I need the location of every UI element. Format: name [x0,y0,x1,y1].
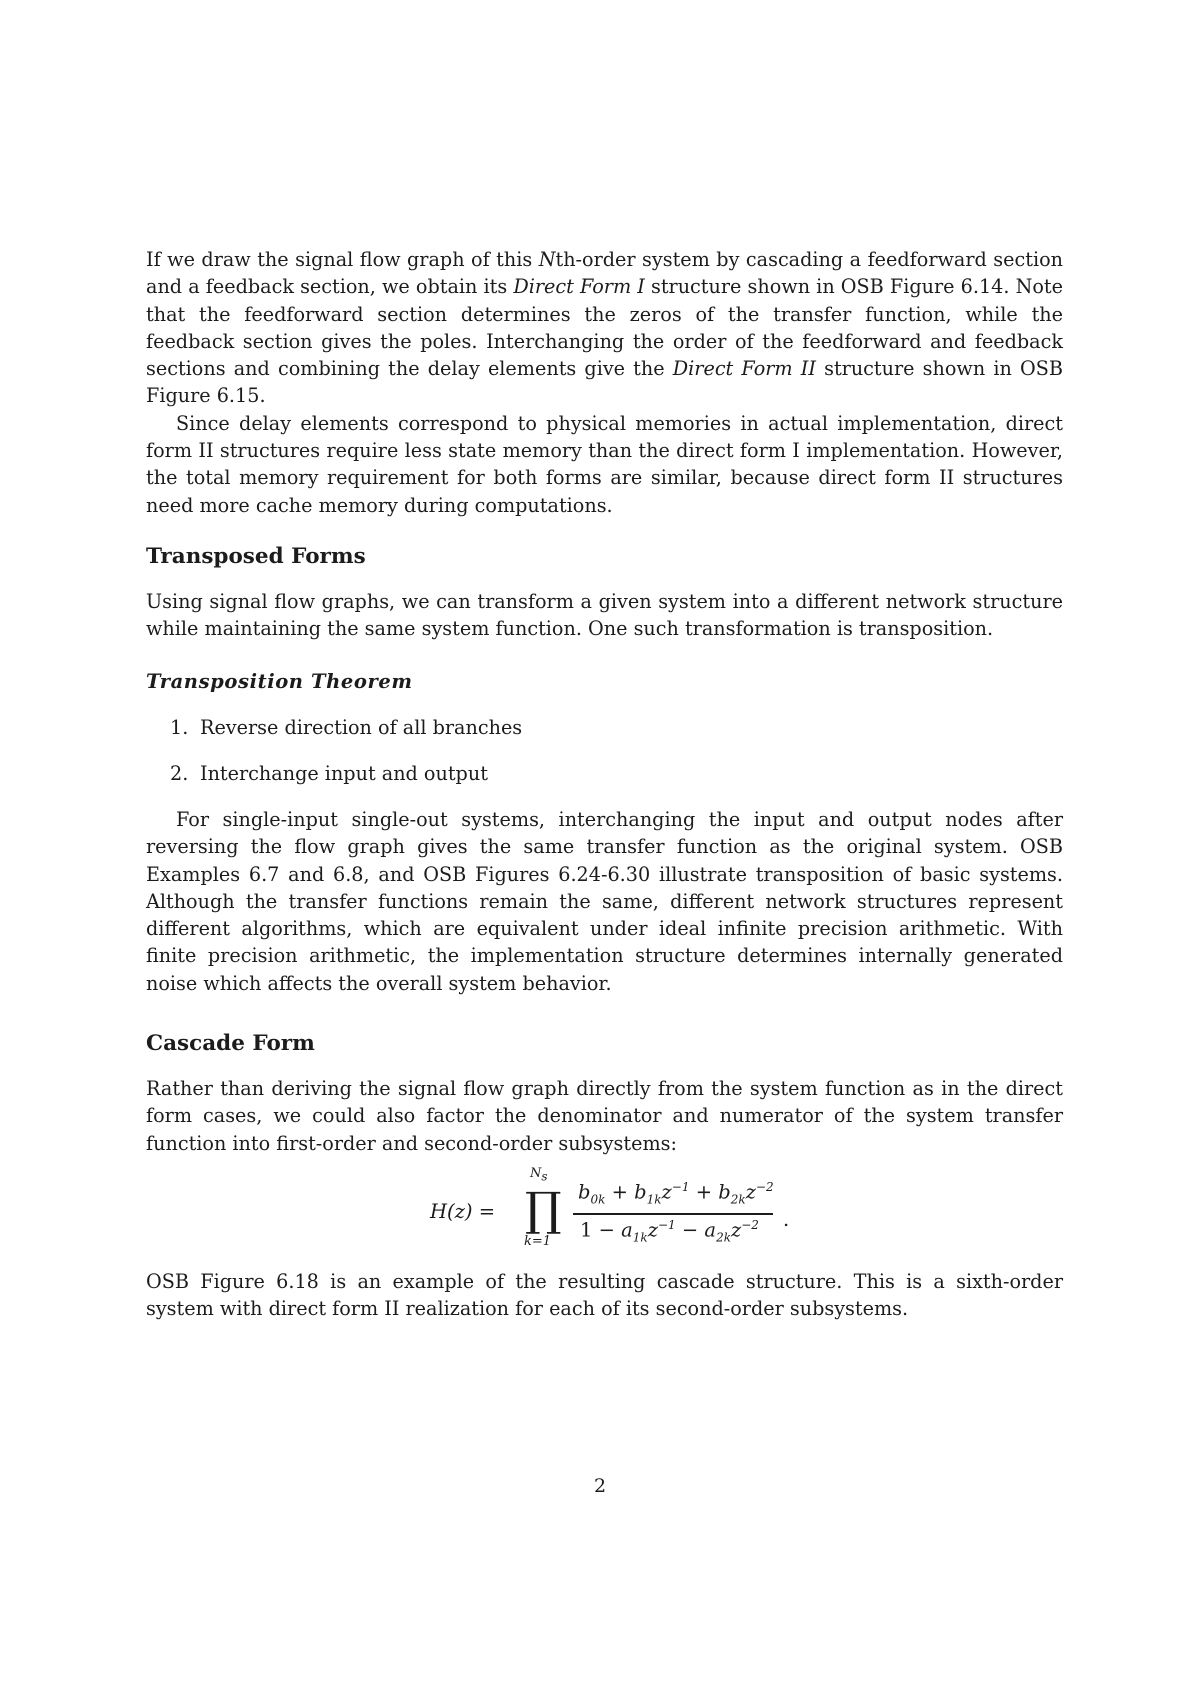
list-item [170,762,488,786]
text-run: If we draw the signal flow graph of this [146,248,539,271]
paragraph-single-input: For single-input single-out systems, interchanging the input and output nodes after reversing the flow graph gives the same transfer function as the original system. OSB Examples 6.7 and 6.8, and OSB Figures 6.24-6.30 illustrate transposition of basic systems. Although the transfer functions remain the same, different network structures represent different algorithms, which are equivalent under ideal infinite precision arithmetic. With finite precision arithmetic, the implementation structure determines internally generated noise which affects the overall system behavior. [146,808,1063,995]
cascade-transfer-function-equation [430,1166,830,1260]
subheading-transposition-theorem: Transposition Theorem [146,670,413,693]
transposed-section [146,588,1063,643]
cascade-example [146,1268,1063,1323]
equation-denominator: $1 - a_{1k}z^{-1} - a_{2k}z^{-2}$ [580,1218,759,1245]
list-text: Reverse direction of all branches [200,716,523,739]
transposition-discussion [146,806,1063,997]
paragraph-transposition: Using signal flow graphs, we can transform a given system into a different network structure while maintaining the same system function. One such transformation is transposition. [146,590,1063,641]
product-symbol-icon: ∏ [525,1182,562,1236]
list-number: 2. [170,762,189,785]
fraction-bar [573,1213,773,1215]
text-run: structure shown in OSB Figure 6.15. [146,357,1064,408]
heading-transposed-forms: Transposed Forms [146,544,366,569]
paragraph-factor: Rather than deriving the signal flow graph directly from the system function as in the direct form cases, we could also factor the denominator and numerator of the system transfer function into first-order and second-order subsystems: [146,1077,1063,1155]
text-run: structure shown in OSB Figure 6.14. Note that the feedforward section determines the zeros of the transfer function, while the feedback section gives the poles. Interchanging the order of the feedforward and feedback sections and combining the delay elements give the [146,275,1063,381]
upper-limit-N: N [530,1166,542,1181]
equation-numerator: $b_{0k} + b_{1k}z^{-1} + b_{2k}z^{-2}$ [578,1180,774,1207]
upper-limit-sub: s [541,1169,548,1184]
cascade-section [146,1075,1063,1157]
equation-lhs: H(z) = [430,1200,496,1223]
paragraph-direct-forms [146,246,1063,410]
product-lower-limit: k=1 [524,1234,552,1249]
list-text: Interchange input and output [200,762,488,785]
paragraph-memory: Since delay elements correspond to physical memories in actual implementation, direct form II structures require less state memory than the direct form I implementation. However, the total memory requirement for both forms are similar, because direct form II structures need more cache memory during computations. [146,411,1063,517]
equation-period: . [783,1208,790,1231]
term-direct-form-ii: Direct Form II [672,357,816,381]
list-item [170,716,522,740]
term-direct-form-i: Direct Form I [513,275,645,299]
list-number: 1. [170,716,189,739]
paragraph-cascade-example: OSB Figure 6.18 is an example of the resulting cascade structure. This is a sixth-order system with direct form II realization for each of its second-order subsystems. [146,1270,1063,1321]
heading-cascade-form: Cascade Form [146,1031,315,1056]
product-upper-limit [530,1166,548,1184]
page-number: 2 [593,1475,607,1497]
text-run: th-order system by cascading a feedforward section and a feedback section, we obtain its [146,248,1063,299]
intro-section [146,246,1063,519]
math-N: N [538,248,556,271]
